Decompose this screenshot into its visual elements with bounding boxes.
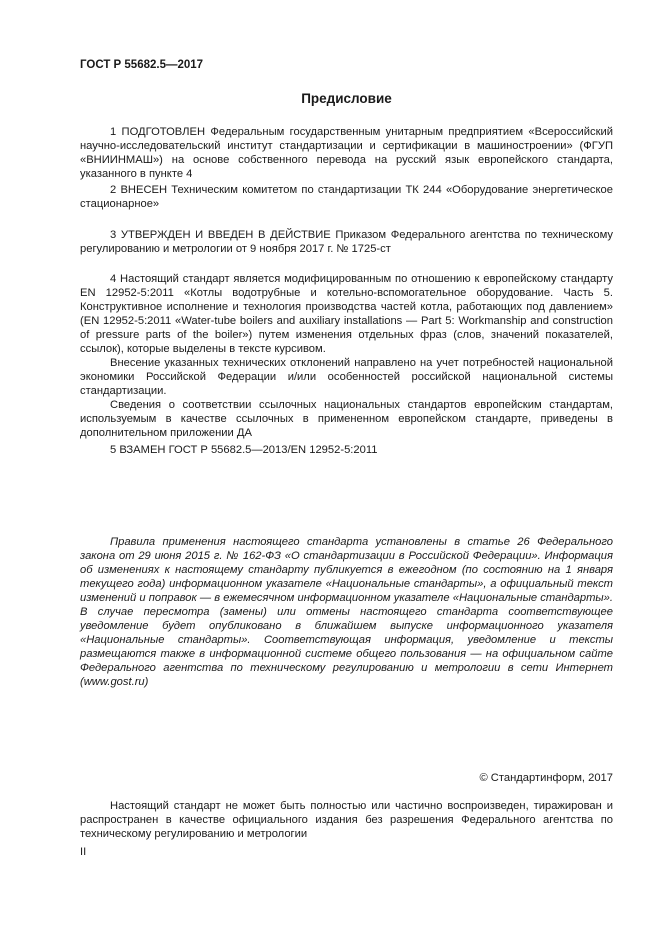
rules-notice-text: Правила применения настоящего стандарта установлены в статье 26 Федерального закона от 29 июня 2015 г. № 162-ФЗ «О стандартизации в Российской Федерации». Информация об изменениях к настоящему стандарту публикуется в ежегодном (по состоянию на 1 января текущего года) информационном указателе «Национальные стандарты», а официальный текст изменений и поправок — в ежемесячном информационном указателе «Национальные стандарты». В случае пересмотра (замены) или отмены настоящего стандарта соответствующее уведомление будет опубликовано в ближайшем выпуске информационного указателя «Национальные стандарты». Соответствующая информация, уведомление и тексты размещаются также в информационной системе общего пользования — на официальном сайте Федерального агентства по техническому регулированию и метрологии в сети Интернет (www.gost.ru) <box>80 536 613 688</box>
foreword-item-4-paragraph-1: 4 Настоящий стандарт является модифицированным по отношению к европейскому стандарту EN 12952-5:2011 «Котлы водотрубные и котельно-вспомогательное оборудование. Часть 5. Конструктивное исполнение и технология производства частей котла, работающих под давлением» (EN 12952-5:2011 «Water-tube boilers and auxiliary installations — Part 5: Workmanship and construction of pressure parts of the boiler») путем изменения отдельных фраз (слов, значений показателей, ссылок), которые выделены в тексте курсивом. <box>80 273 613 355</box>
foreword-item-4-paragraph-3: Сведения о соответствии ссылочных национальных стандартов европейским стандартам, используемым в качестве ссылочных в примененном европейском стандарте, приведены в дополнительном приложении ДА <box>80 399 613 439</box>
foreword-item-1-text: 1 ПОДГОТОВЛЕН Федеральным государственным унитарным предприятием «Всероссийский научно-исследовательский институт стандартизации и сертификации в машиностроении» (ФГУП «ВНИИНМАШ») на основе собственного перевода на русский язык европейского стандарта, указанного в пункте 4 <box>80 126 613 180</box>
foreword-item-5 <box>80 443 613 457</box>
reproduction-notice <box>80 799 613 841</box>
foreword-item-4-paragraph-2: Внесение указанных технических отклонений направлено на учет потребностей национальной экономики Российской Федерации и/или особенностей российской национальной системы стандартизации. <box>80 357 613 397</box>
page-title: Предисловие <box>301 91 392 106</box>
reproduction-notice-text: Настоящий стандарт не может быть полностью или частично воспроизведен, тиражирован и распространен в качестве официального издания без разрешения Федерального агентства по техническому регулированию и метрологии <box>80 800 613 840</box>
foreword-item-2 <box>80 183 613 211</box>
rules-notice <box>80 535 613 689</box>
foreword-item-3-text: 3 УТВЕРЖДЕН И ВВЕДЕН В ДЕЙСТВИЕ Приказом Федерального агентства по техническому регулированию и метрологии от 9 ноября 2017 г. № 1725-ст <box>80 229 613 255</box>
copyright-line: © Стандартинформ, 2017 <box>479 772 613 784</box>
foreword-item-3 <box>80 228 613 256</box>
foreword-item-5-text: 5 ВЗАМЕН ГОСТ Р 55682.5—2013/EN 12952-5:2011 <box>110 444 378 456</box>
document-code-header: ГОСТ Р 55682.5—2017 <box>80 59 204 71</box>
foreword-item-2-text: 2 ВНЕСЕН Техническим комитетом по стандартизации ТК 244 «Оборудование энергетическое стационарное» <box>80 184 613 210</box>
page-number: II <box>80 846 87 858</box>
foreword-item-1 <box>80 125 613 181</box>
foreword-item-4 <box>80 272 613 440</box>
